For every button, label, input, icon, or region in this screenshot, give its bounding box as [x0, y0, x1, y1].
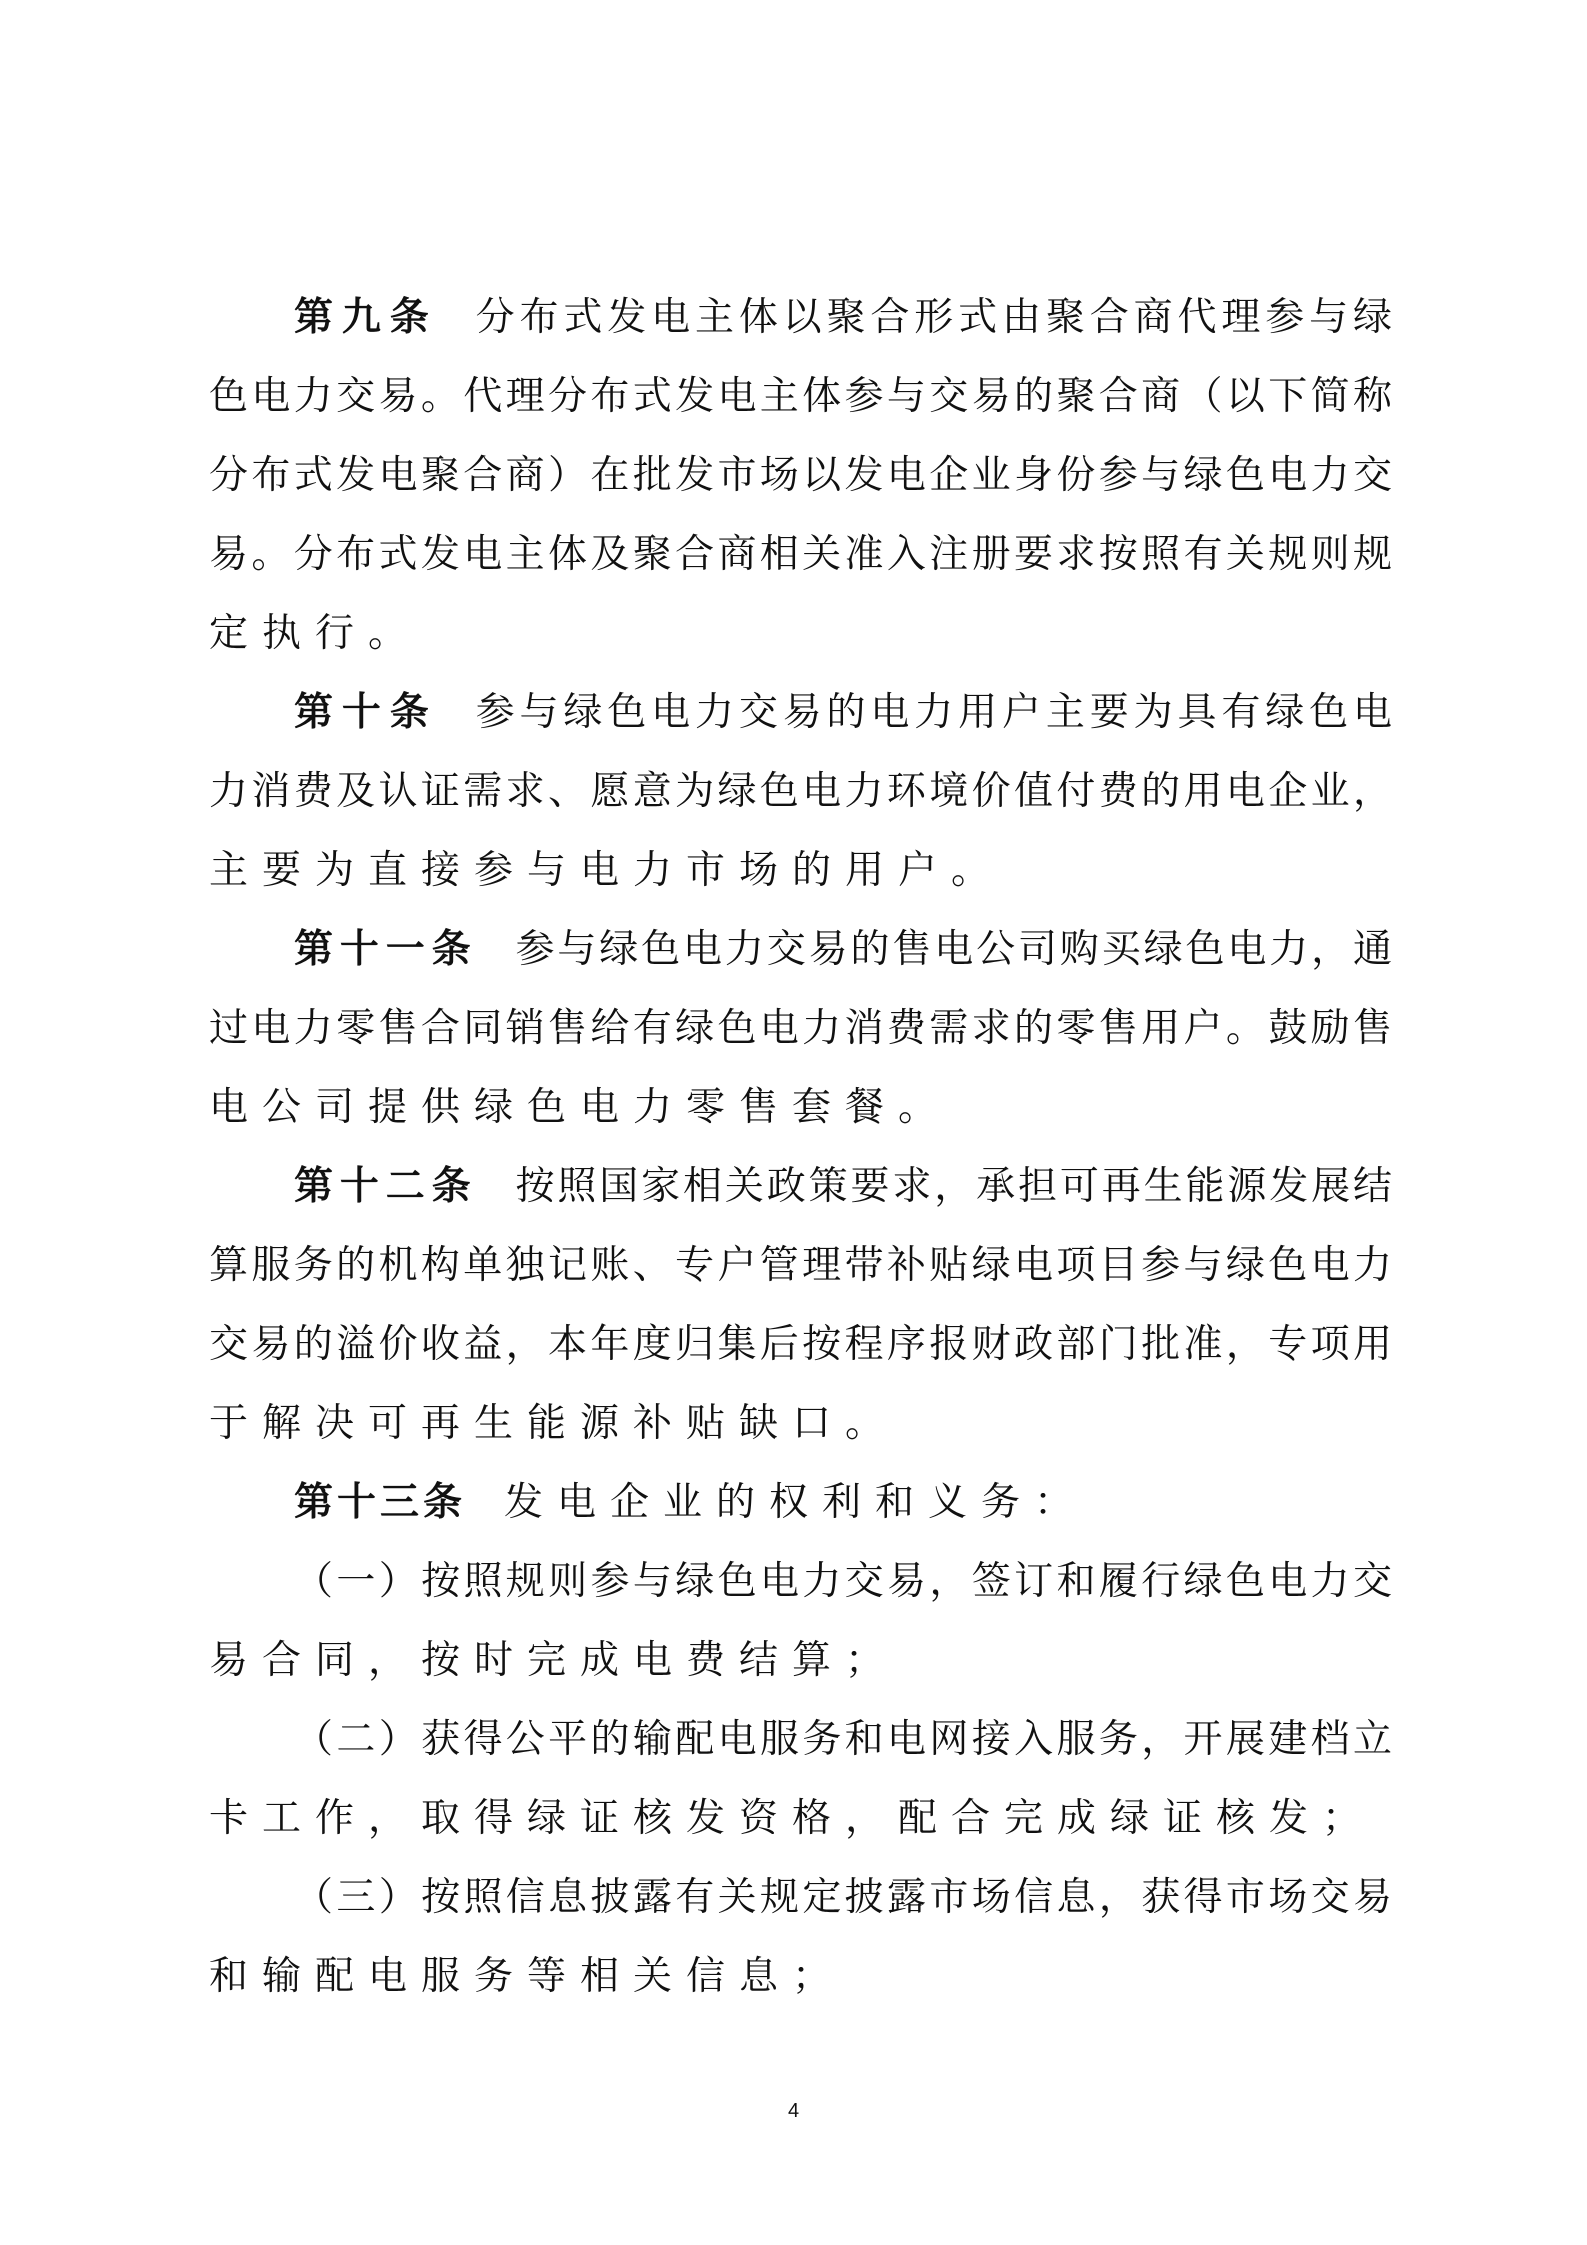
text-line: [209, 357, 1392, 436]
line-text: 过电力零售合同销售给有绿色电力消费需求的零售用户。鼓励售: [209, 1006, 1392, 1051]
text-line: [209, 673, 1392, 752]
text-line: [209, 1937, 1392, 2016]
line-text: 定执行。: [209, 611, 422, 656]
article-heading: 第十条: [294, 690, 438, 735]
line-text: 按照国家相关政策要求，承担可再生能源发展结: [515, 1164, 1392, 1209]
text-line: [209, 1858, 1392, 1937]
text-line: [209, 1068, 1392, 1147]
text-line: [209, 831, 1392, 910]
text-line: [209, 1700, 1392, 1779]
line-text: 电公司提供绿色电力零售套餐。: [209, 1085, 952, 1130]
document-body: [209, 278, 1392, 2016]
text-line: [209, 1384, 1392, 1463]
article-heading: 第十三条: [294, 1480, 467, 1525]
article-heading: 第十二条: [294, 1164, 478, 1209]
text-line: [209, 515, 1392, 594]
line-text: 发电企业的权利和义务：: [504, 1480, 1088, 1525]
text-line: [209, 1621, 1392, 1700]
line-text: 算服务的机构单独记账、专户管理带补贴绿电项目参与绿色电力: [209, 1243, 1392, 1288]
line-text: 于解决可再生能源补贴缺口。: [209, 1401, 899, 1446]
text-line: [209, 752, 1392, 831]
line-text: 和输配电服务等相关信息；: [209, 1954, 846, 1999]
text-line: [209, 1226, 1392, 1305]
text-line: [209, 1463, 1392, 1542]
line-text: 色电力交易。代理分布式发电主体参与交易的聚合商（以下简称: [209, 374, 1392, 419]
text-line: [209, 278, 1392, 357]
text-line: [209, 989, 1392, 1068]
line-text: 主要为直接参与电力市场的用户。: [209, 848, 1005, 893]
line-text: （二）获得公平的输配电服务和电网接入服务，开展建档立: [294, 1717, 1392, 1762]
line-text: 力消费及认证需求、愿意为绿色电力环境价值付费的用电企业，: [209, 769, 1392, 814]
line-text: 参与绿色电力交易的售电公司购买绿色电力，通: [515, 927, 1392, 972]
line-text: 分布式发电聚合商）在批发市场以发电企业身份参与绿色电力交: [209, 453, 1392, 498]
line-text: 易。分布式发电主体及聚合商相关准入注册要求按照有关规则规: [209, 532, 1392, 577]
text-line: [209, 1542, 1392, 1621]
text-line: [209, 910, 1392, 989]
text-line: [209, 436, 1392, 515]
article-heading: 第九条: [294, 295, 438, 340]
line-text: 卡工作，取得绿证核发资格，配合完成绿证核发；: [209, 1796, 1376, 1841]
article-heading: 第十一条: [294, 927, 478, 972]
text-line: [209, 1779, 1392, 1858]
line-text: 分布式发电主体以聚合形式由聚合商代理参与绿: [475, 295, 1392, 340]
page-number: 4: [787, 2100, 800, 2122]
text-line: [209, 1147, 1392, 1226]
text-line: [209, 594, 1392, 673]
text-line: [209, 1305, 1392, 1384]
line-text: 易合同，按时完成电费结算；: [209, 1638, 899, 1683]
line-text: 参与绿色电力交易的电力用户主要为具有绿色电: [475, 690, 1392, 735]
line-text: 交易的溢价收益，本年度归集后按程序报财政部门批准，专项用: [209, 1322, 1392, 1367]
line-text: （一）按照规则参与绿色电力交易，签订和履行绿色电力交: [294, 1559, 1392, 1604]
line-text: （三）按照信息披露有关规定披露市场信息，获得市场交易: [294, 1875, 1392, 1920]
